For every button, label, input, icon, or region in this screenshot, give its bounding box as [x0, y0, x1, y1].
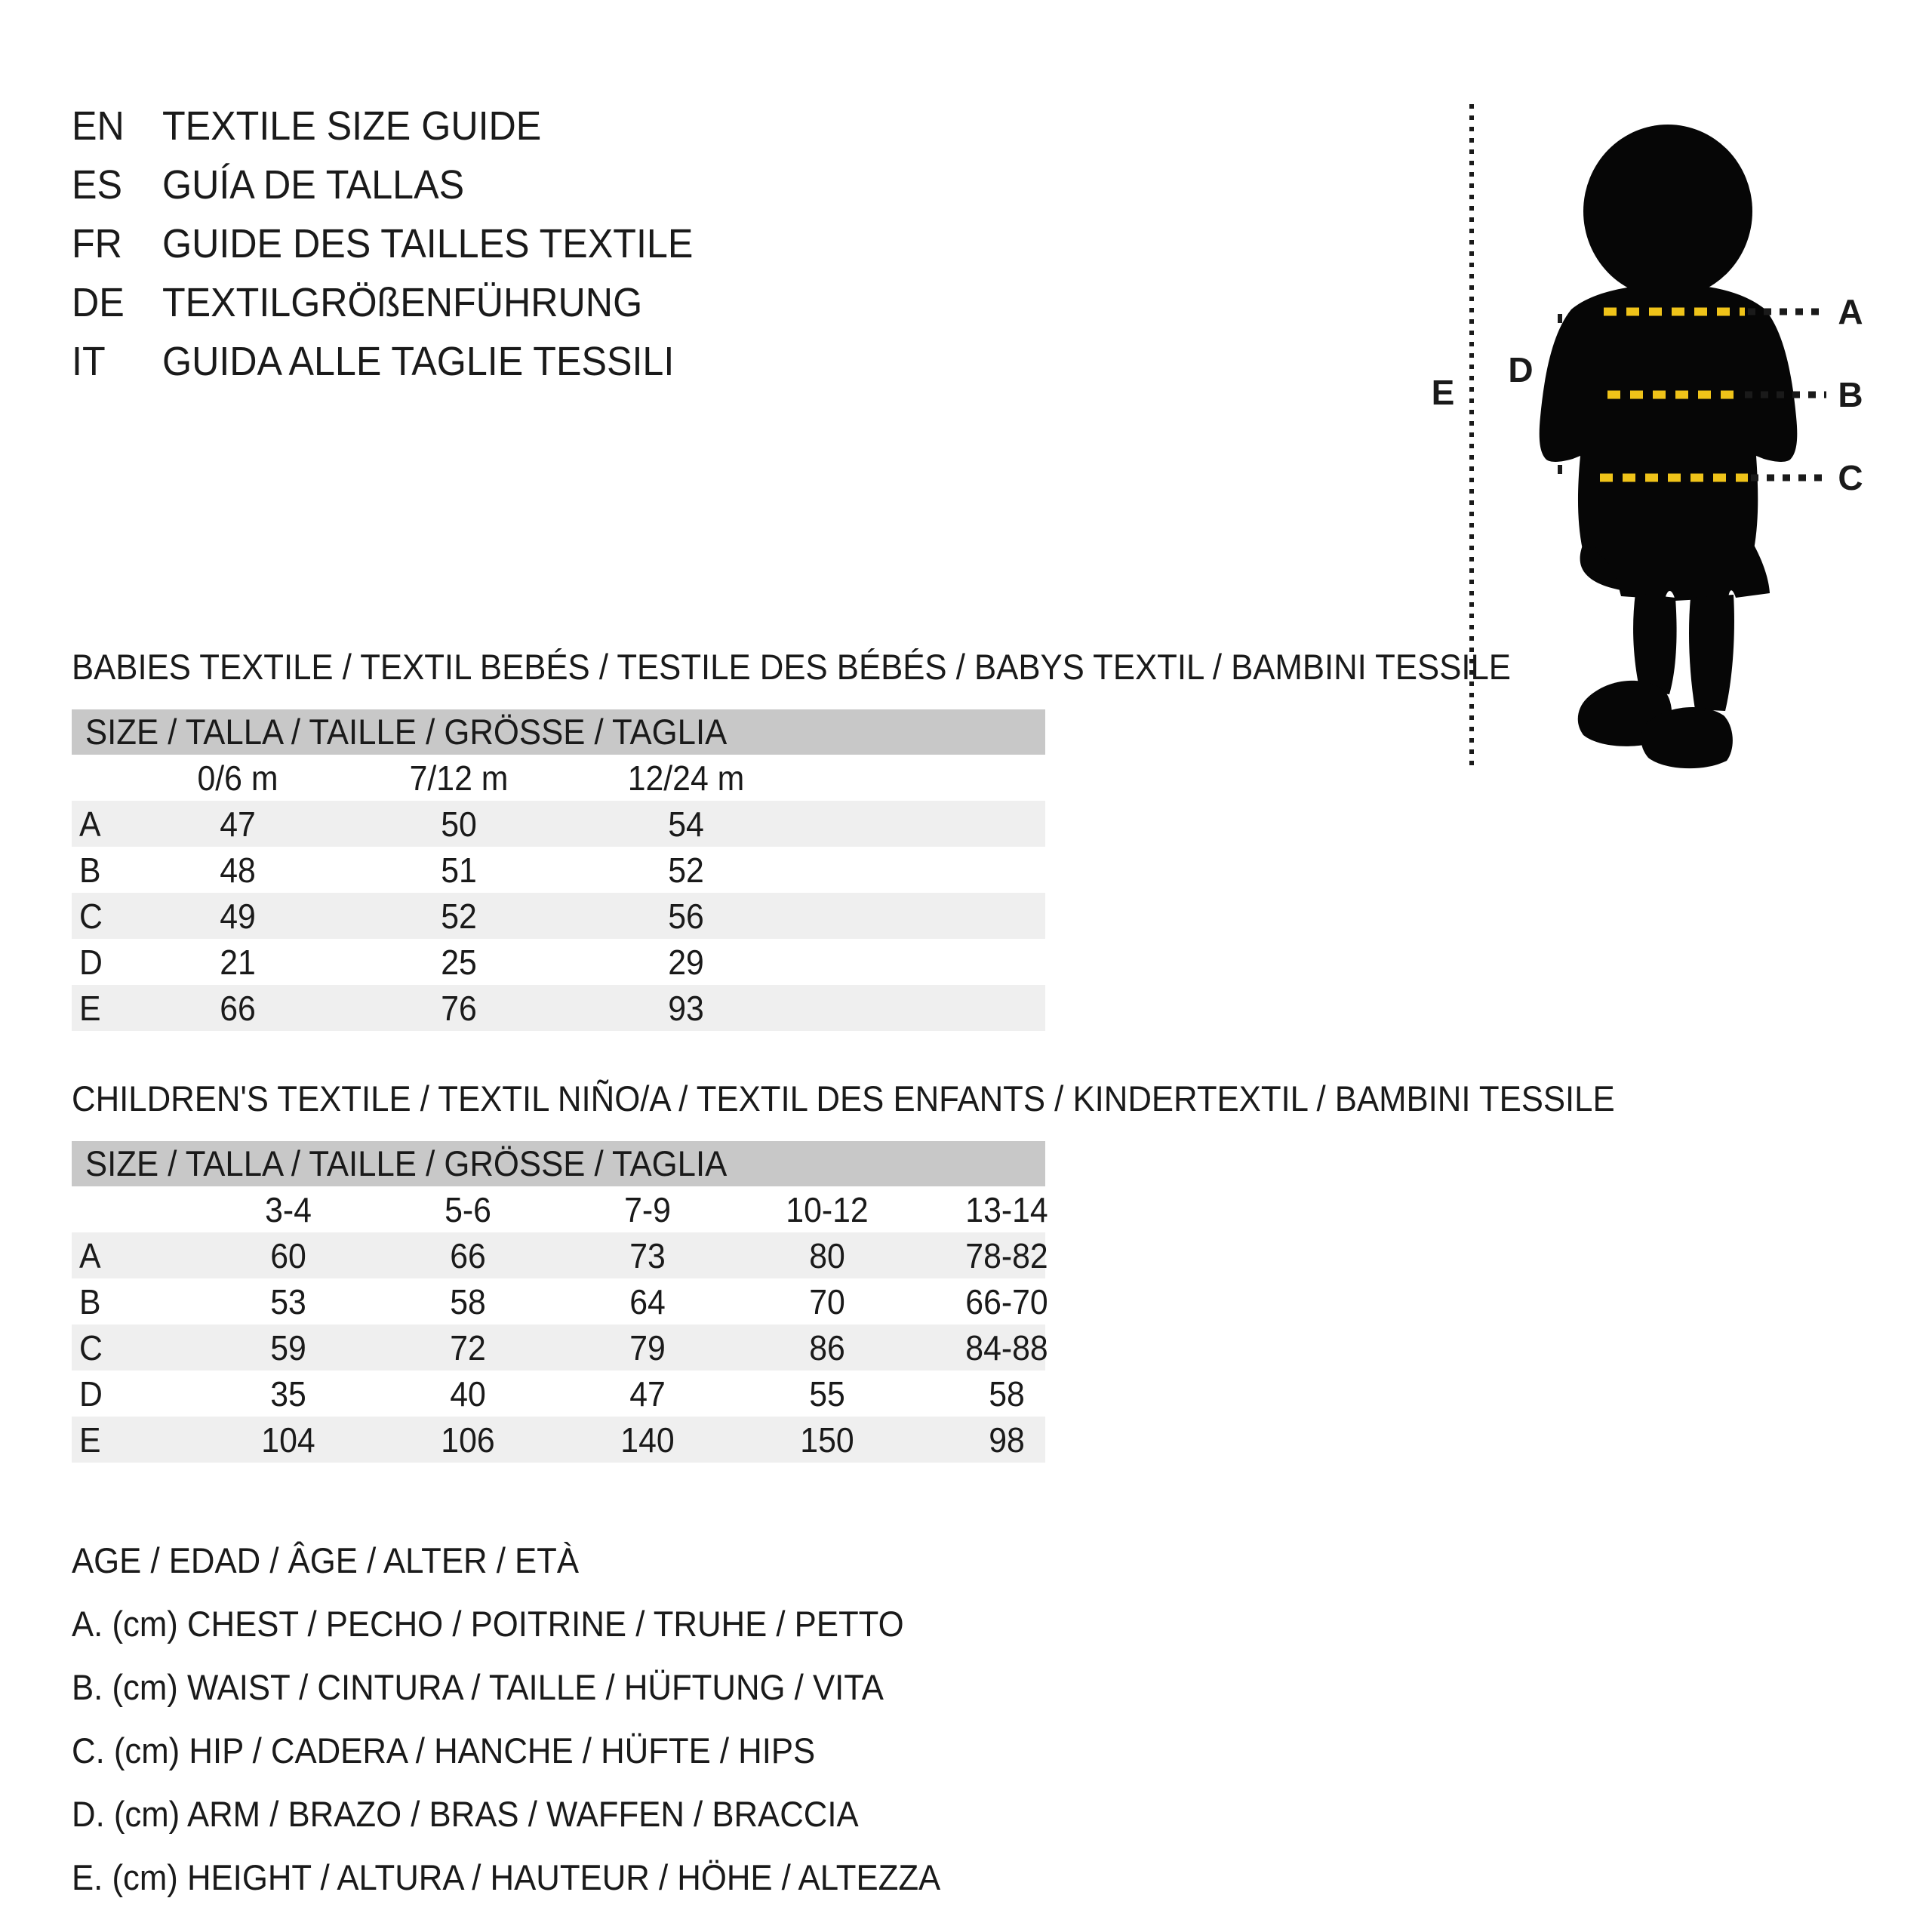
table-row: [72, 985, 1045, 1031]
row-label: E: [79, 1420, 101, 1460]
legend-age-line: AGE / EDAD / ÂGE / ALTER / ETÀ: [72, 1540, 580, 1580]
babies-section-heading: BABIES TEXTILE / TEXTIL BEBÉS / TESTILE DES BÉBÉS / BABYS TEXTIL / BAMBINI TESSILE: [72, 647, 1511, 687]
table-cell: 51: [441, 850, 477, 890]
table-cell: 66-70: [965, 1281, 1048, 1321]
table-cell: 52: [441, 896, 477, 936]
table-cell: 48: [220, 850, 256, 890]
legend-item-hip: C. (cm) HIP / CADERA / HANCHE / HÜFTE / HIPS: [72, 1730, 816, 1770]
table-cell: 70: [809, 1281, 845, 1321]
measurement-legend: [72, 1529, 1006, 1909]
table-cell: 35: [270, 1374, 306, 1414]
row-label: B: [79, 1281, 101, 1321]
row-label: B: [79, 850, 101, 890]
table-cell: 21: [220, 942, 256, 982]
measure-label-d: D: [1508, 350, 1534, 389]
table-cell: 47: [220, 804, 256, 844]
legend-item-arm: D. (cm) ARM / BRAZO / BRAS / WAFFEN / BRACCIA: [72, 1794, 859, 1834]
babies-size-table: [72, 709, 1045, 1031]
table-cell: 106: [441, 1420, 495, 1460]
legend-item-waist: B. (cm) WAIST / CINTURA / TAILLE / HÜFTUNG / VITA: [72, 1667, 884, 1707]
table-cell: 140: [620, 1420, 675, 1460]
table-cell: 66: [450, 1235, 486, 1275]
table-cell: 58: [989, 1374, 1025, 1414]
table-cell: 104: [261, 1420, 315, 1460]
table-row: [72, 1371, 1045, 1417]
column-header: 10-12: [786, 1189, 869, 1229]
table-row: [72, 939, 1045, 985]
size-header-bar: SIZE / TALLA / TAILLE / GRÖSSE / TAGLIA: [72, 709, 1045, 755]
language-title-list: [72, 97, 902, 391]
table-row: [72, 1278, 1048, 1324]
guide-title: TEXTILE SIZE GUIDE: [162, 103, 542, 149]
child-silhouette-figure: [1419, 60, 1932, 808]
language-row-fr: [72, 214, 902, 273]
measure-label-e: E: [1431, 373, 1455, 412]
table-cell: 84-88: [965, 1327, 1048, 1367]
row-label: A: [79, 1235, 101, 1275]
column-header: 3-4: [265, 1189, 312, 1229]
table-cell: 86: [809, 1327, 845, 1367]
measure-label-b: B: [1838, 375, 1863, 414]
table-cell: 98: [989, 1420, 1025, 1460]
legend-item-height: E. (cm) HEIGHT / ALTURA / HAUTEUR / HÖHE / ALTEZZA: [72, 1857, 941, 1897]
row-label: D: [79, 1374, 103, 1414]
table-cell: 53: [270, 1281, 306, 1321]
children-size-table: [72, 1141, 1048, 1463]
size-header-bar: SIZE / TALLA / TAILLE / GRÖSSE / TAGLIA: [72, 1141, 1045, 1186]
table-row: [72, 1232, 1048, 1278]
table-cell: 40: [450, 1374, 486, 1414]
children-column-header-row: [72, 1186, 1048, 1232]
language-code: ES: [72, 162, 123, 208]
language-row-de: [72, 273, 902, 332]
table-row: [72, 1417, 1045, 1463]
column-header: 7-9: [624, 1189, 671, 1229]
measure-label-a: A: [1838, 292, 1863, 331]
table-cell: 60: [270, 1235, 306, 1275]
table-cell: 50: [441, 804, 477, 844]
language-code: DE: [72, 280, 125, 325]
children-section-heading: CHILDREN'S TEXTILE / TEXTIL NIÑO/A / TEXTIL DES ENFANTS / KINDERTEXTIL / BAMBINI TESSILE: [72, 1078, 1615, 1118]
table-cell: 93: [668, 988, 704, 1028]
guide-title: GUIDA ALLE TAGLIE TESSILI: [162, 339, 675, 384]
table-cell: 56: [668, 896, 704, 936]
table-cell: 49: [220, 896, 256, 936]
table-cell: 73: [629, 1235, 666, 1275]
table-row: [72, 1324, 1048, 1371]
table-cell: 64: [629, 1281, 666, 1321]
column-header: 13-14: [965, 1189, 1048, 1229]
table-cell: 25: [441, 942, 477, 982]
table-cell: 59: [270, 1327, 306, 1367]
table-cell: 78-82: [965, 1235, 1048, 1275]
table-cell: 52: [668, 850, 704, 890]
table-cell: 80: [809, 1235, 845, 1275]
guide-title: GUIDE DES TAILLES TEXTILE: [162, 221, 694, 266]
language-row-en: [72, 97, 902, 155]
column-header: 7/12 m: [409, 758, 509, 798]
column-header: 12/24 m: [627, 758, 745, 798]
table-cell: 58: [450, 1281, 486, 1321]
table-row: [72, 847, 1045, 893]
guide-title: TEXTILGRÖßENFÜHRUNG: [162, 280, 643, 325]
language-code: FR: [72, 221, 122, 266]
row-label: A: [79, 804, 101, 844]
column-header: 0/6 m: [197, 758, 278, 798]
row-label: E: [79, 988, 101, 1028]
language-row-es: [72, 155, 902, 214]
guide-title: GUÍA DE TALLAS: [162, 162, 465, 208]
table-cell: 72: [450, 1327, 486, 1367]
column-header: 5-6: [445, 1189, 491, 1229]
measure-label-c: C: [1838, 458, 1863, 497]
table-cell: 76: [441, 988, 477, 1028]
table-row: [72, 893, 1045, 939]
row-label: C: [79, 896, 103, 936]
language-code: IT: [72, 339, 106, 384]
babies-column-header-row: [72, 755, 1045, 801]
table-cell: 54: [668, 804, 704, 844]
table-cell: 150: [800, 1420, 854, 1460]
language-code: EN: [72, 103, 125, 149]
table-cell: 79: [629, 1327, 666, 1367]
row-label: C: [79, 1327, 103, 1367]
table-cell: 66: [220, 988, 256, 1028]
table-cell: 29: [668, 942, 704, 982]
language-row-it: [72, 332, 902, 391]
table-row: [72, 801, 1045, 847]
table-cell: 47: [629, 1374, 666, 1414]
row-label: D: [79, 942, 103, 982]
table-cell: 55: [809, 1374, 845, 1414]
legend-item-chest: A. (cm) CHEST / PECHO / POITRINE / TRUHE / PETTO: [72, 1604, 904, 1644]
